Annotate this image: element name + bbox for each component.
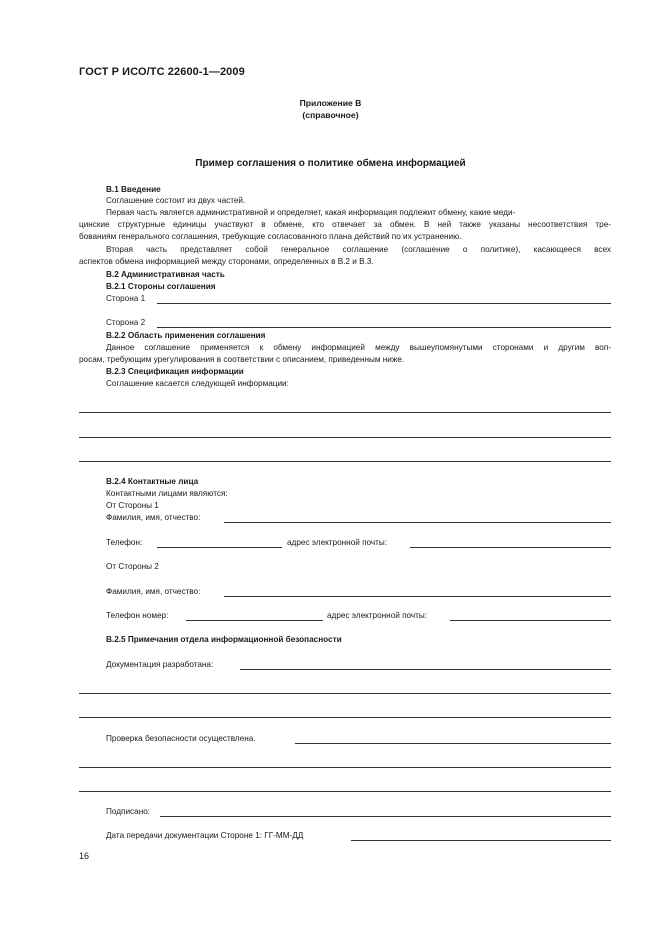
- party-2-name-field[interactable]: [224, 596, 611, 597]
- party-2-phone-label: Телефон номер:: [106, 611, 169, 620]
- info-spec-line-3[interactable]: [79, 461, 611, 462]
- section-b23-heading: В.2.3 Спецификация информации: [106, 367, 244, 376]
- info-spec-line-1[interactable]: [79, 412, 611, 413]
- b22-line-1: Данное соглашение применяется к обмену информацией между вышеупомянутыми сторонами и другим воп-: [106, 343, 611, 352]
- party-2-label: Сторона 2: [106, 318, 146, 327]
- party-1-field[interactable]: [157, 303, 611, 304]
- transfer-date-label: Дата передачи документации Стороне 1: ГГ-ММ-ДД: [106, 831, 304, 840]
- info-spec-line-2[interactable]: [79, 437, 611, 438]
- docs-developed-line-3[interactable]: [79, 717, 611, 718]
- section-b24-heading: В.2.4 Контактные лица: [106, 477, 199, 486]
- b1-paragraph-2-line-2: цинские структурные единицы участвуют в обмене, кто отвечает за обмен. В ней также указаны несоответствия тре-: [79, 220, 611, 229]
- party-2-email-field[interactable]: [450, 620, 611, 621]
- b1-paragraph-1: Соглашение состоит из двух частей.: [106, 196, 246, 205]
- party-1-phone-label: Телефон:: [106, 538, 143, 547]
- document-code: ГОСТ Р ИСО/ТС 22600-1—2009: [79, 66, 245, 78]
- annex-subtitle: (справочное): [302, 110, 359, 120]
- b1-paragraph-2-line-1: Первая часть является административной и определяет, какая информация подлежит обмену, какие меди-: [106, 208, 516, 217]
- b1-paragraph-2-line-3: бованиям генерального соглашения, требующие согласованного плана действий по их устранению.: [79, 232, 462, 241]
- b1-paragraph-3-line-2: аспектов обмена информацией между сторонами, определенных в В.2 и В.3.: [79, 257, 374, 266]
- signed-label: Подписано:: [106, 807, 151, 816]
- docs-developed-label: Документация разработана:: [106, 660, 214, 669]
- b22-line-2: росам, требующим урегулирования в соответствии с описанием, приведенным ниже.: [79, 355, 405, 364]
- party-1-name-label: Фамилия, имя, отчество:: [106, 513, 201, 522]
- section-b2-heading: В.2 Административная часть: [106, 270, 225, 279]
- from-party-2-label: От Стороны 2: [106, 562, 159, 571]
- party-1-label: Сторона 1: [106, 294, 146, 303]
- from-party-1-label: От Стороны 1: [106, 501, 159, 510]
- security-check-label: Проверка безопасности осуществлена.: [106, 734, 256, 743]
- section-b21-heading: В.2.1 Стороны соглашения: [106, 282, 216, 291]
- security-check-line-3[interactable]: [79, 791, 611, 792]
- party-1-email-label: адрес электронной почты:: [287, 538, 388, 547]
- section-b22-heading: В.2.2 Область применения соглашения: [106, 331, 266, 340]
- party-1-phone-field[interactable]: [157, 547, 282, 548]
- party-2-email-label: адрес электронной почты:: [327, 611, 428, 620]
- transfer-date-field[interactable]: [351, 840, 611, 841]
- b1-paragraph-3-line-1: Вторая часть представляет собой генеральное соглашение (соглашение о политике), касающееся всех: [106, 245, 611, 254]
- page-number: 16: [79, 851, 90, 861]
- section-b1-heading: В.1 Введение: [106, 185, 161, 194]
- b24-intro: Контактными лицами являются:: [106, 489, 228, 498]
- party-1-email-field[interactable]: [410, 547, 611, 548]
- docs-developed-field[interactable]: [240, 669, 611, 670]
- security-check-field[interactable]: [295, 743, 611, 744]
- main-title: Пример соглашения о политике обмена информацией: [195, 158, 466, 169]
- party-2-name-label: Фамилия, имя, отчество:: [106, 587, 201, 596]
- signed-field[interactable]: [160, 816, 611, 817]
- party-1-name-field[interactable]: [224, 522, 611, 523]
- docs-developed-line-2[interactable]: [79, 693, 611, 694]
- section-b25-heading: В.2.5 Примечания отдела информационной безопасности: [106, 635, 342, 644]
- b23-text: Соглашение касается следующей информации:: [106, 379, 289, 388]
- party-2-phone-field[interactable]: [186, 620, 323, 621]
- annex-title: Приложение В: [299, 98, 362, 108]
- party-2-field[interactable]: [157, 327, 611, 328]
- security-check-line-2[interactable]: [79, 767, 611, 768]
